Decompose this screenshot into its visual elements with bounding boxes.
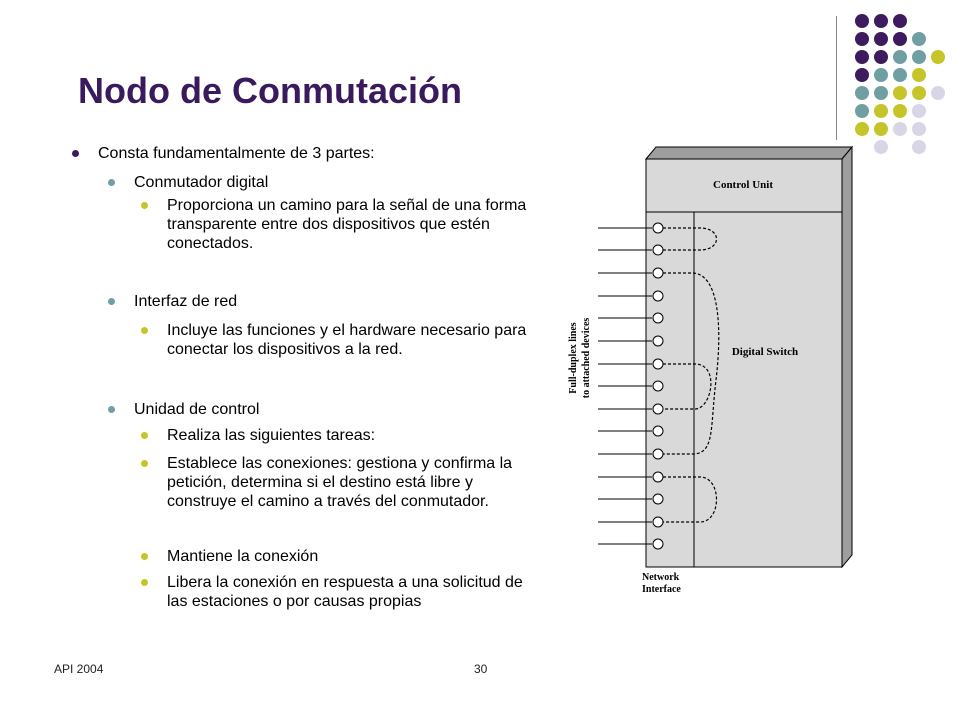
footer-left: API 2004 bbox=[54, 662, 104, 676]
port-circle bbox=[653, 245, 663, 255]
port-circle bbox=[653, 539, 663, 549]
bullet-item: Libera la conexión en respuesta a una solicitud de las estaciones o por causas propias bbox=[167, 573, 539, 611]
box-side-face bbox=[842, 147, 852, 567]
bullet-item: Conmutador digital bbox=[134, 173, 514, 192]
port-circle bbox=[653, 494, 663, 504]
bullet-item: Mantiene la conexión bbox=[167, 547, 539, 566]
bullet-item: Consta fundamentalmente de 3 partes: bbox=[98, 144, 498, 163]
bullet-item: Proporciona un camino para la señal de una forma transparente entre dos dispositivos que estén conectados. bbox=[167, 196, 539, 253]
network-interface-label: Interface bbox=[642, 584, 681, 595]
port-circle bbox=[653, 313, 663, 323]
control-unit-label: Control Unit bbox=[713, 179, 773, 191]
digital-switch-label: Digital Switch bbox=[731, 346, 799, 358]
port-circle bbox=[653, 336, 663, 346]
lines-label: to attached devices bbox=[581, 317, 592, 399]
port-circle bbox=[653, 517, 663, 527]
network-interface-label: Network bbox=[642, 572, 680, 583]
port-lines bbox=[598, 228, 652, 544]
box-top-face bbox=[646, 147, 852, 159]
port-circle bbox=[653, 449, 663, 459]
port-circle bbox=[653, 291, 663, 301]
port-circle bbox=[653, 359, 663, 369]
slide-title: Nodo de Conmutación bbox=[78, 70, 462, 111]
bullet-item: Realiza las siguientes tareas: bbox=[167, 426, 539, 445]
port-circle bbox=[653, 381, 663, 391]
port-circle bbox=[653, 472, 663, 482]
bullet-item: Interfaz de red bbox=[134, 292, 514, 311]
bullet-item: Establece las conexiones: gestiona y confirma la petición, determina si el destino está libre y construye el camino a través del conmutador. bbox=[167, 454, 539, 511]
port-circle bbox=[653, 404, 663, 414]
lines-label: Full-duplex lines bbox=[568, 322, 579, 394]
ports bbox=[653, 223, 663, 549]
bullet-item: Incluye las funciones y el hardware necesario para conectar los dispositivos a la red. bbox=[167, 321, 549, 359]
port-circle bbox=[653, 268, 663, 278]
page-number: 30 bbox=[474, 662, 488, 676]
box-front bbox=[646, 159, 842, 567]
bullet-item: Unidad de control bbox=[134, 400, 514, 419]
port-circle bbox=[653, 426, 663, 436]
port-circle bbox=[653, 223, 663, 233]
